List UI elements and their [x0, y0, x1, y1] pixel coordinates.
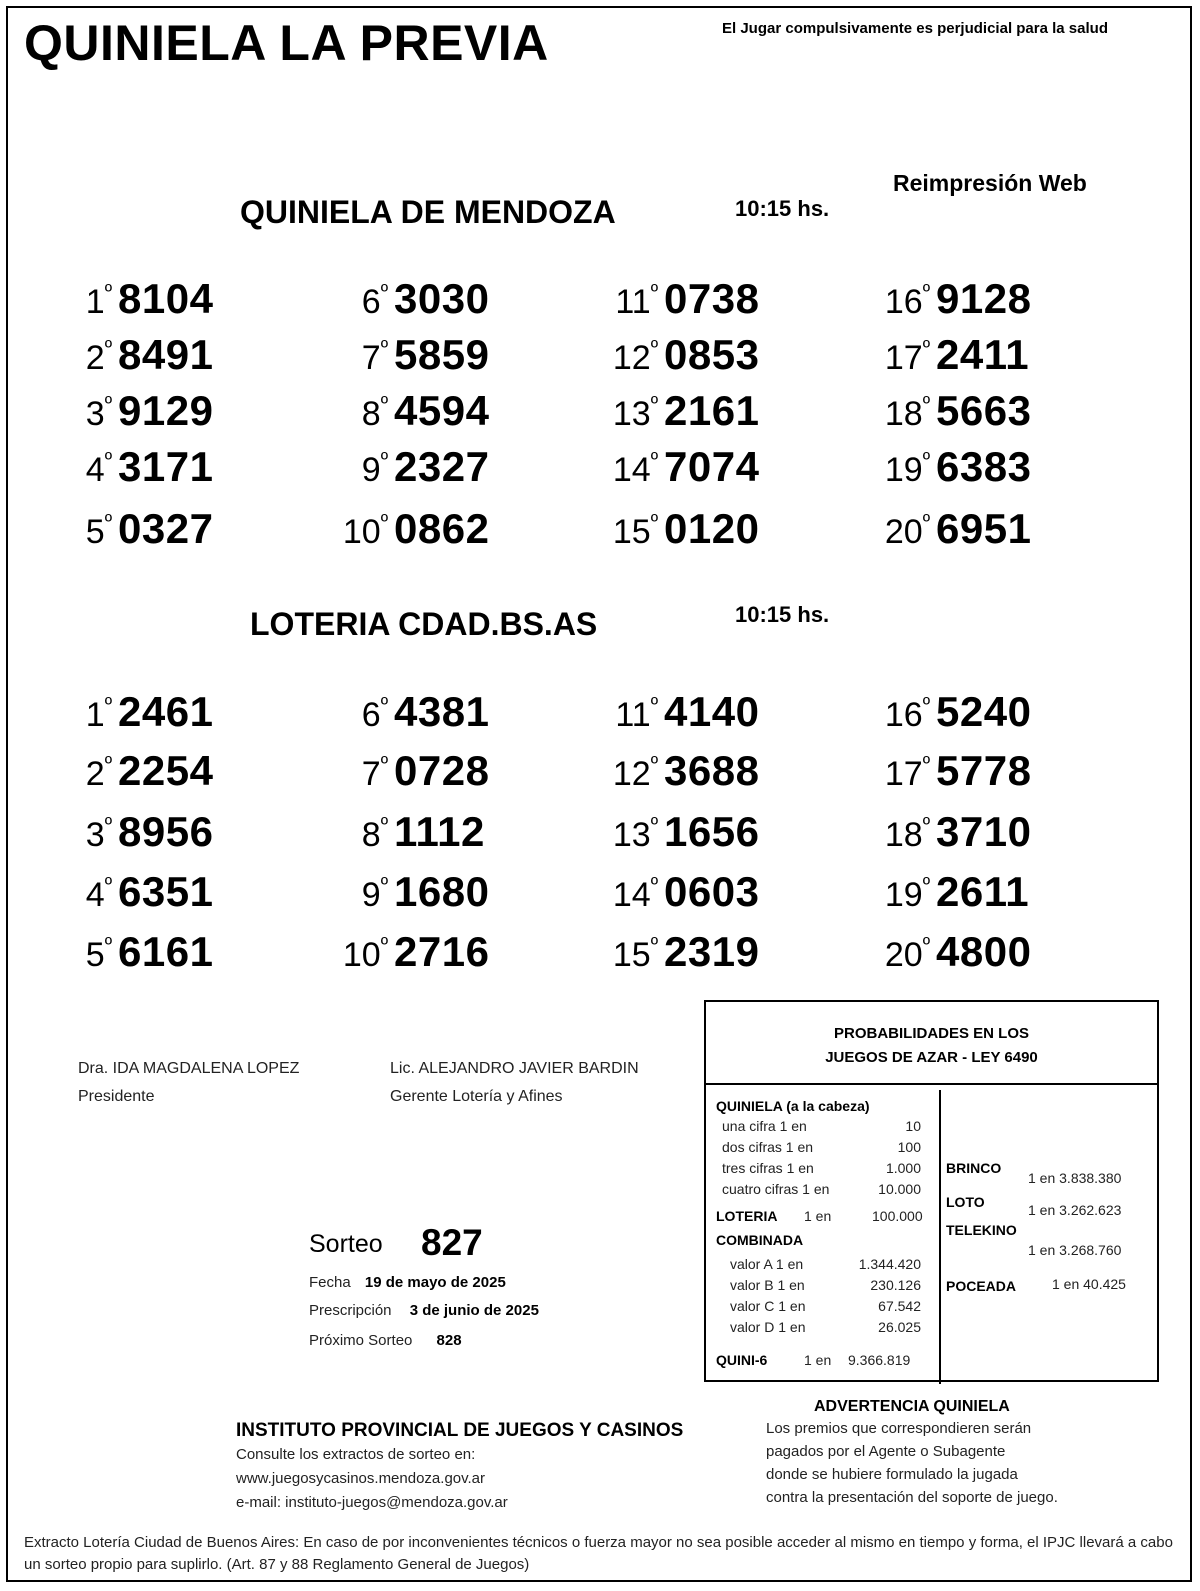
result-position: $14^º$ — [612, 449, 658, 489]
result-entry — [600, 387, 759, 435]
prob-row-value: 1.344.420 — [858, 1256, 921, 1272]
prob-row-value: 26.025 — [878, 1319, 921, 1335]
result-position: $3^º$ — [85, 393, 112, 433]
result-number: 8104 — [118, 275, 214, 322]
result-entry — [872, 275, 1031, 323]
result-position: $14^º$ — [612, 874, 658, 914]
result-position: $6^º$ — [361, 694, 388, 734]
result-number: 1112 — [394, 808, 485, 855]
reprint-label: Reimpresión Web — [893, 170, 1087, 196]
result-number: 4594 — [394, 387, 490, 434]
prob-row-label: valor C 1 en — [730, 1298, 806, 1314]
result-number: 1656 — [664, 808, 760, 855]
prob-row-label: dos cifras 1 en — [722, 1139, 814, 1155]
result-entry — [872, 747, 1031, 795]
result-number: 4800 — [936, 928, 1032, 975]
result-position: $5^º$ — [85, 934, 112, 974]
result-entry — [330, 688, 489, 736]
result-entry — [62, 688, 213, 736]
result-number: 0728 — [394, 747, 490, 794]
result-position: $8^º$ — [361, 814, 388, 854]
signatory-right-name: Lic. ALEJANDRO JAVIER BARDIN — [390, 1060, 639, 1077]
result-position: $7^º$ — [361, 753, 388, 793]
result-entry — [62, 868, 213, 916]
result-position: $12^º$ — [612, 337, 658, 377]
result-entry — [330, 868, 489, 916]
draw-number: 827 — [421, 1222, 483, 1263]
result-position: $17^º$ — [884, 753, 930, 793]
result-number: 5778 — [936, 747, 1032, 794]
result-position: $5^º$ — [85, 511, 112, 551]
result-entry — [62, 747, 213, 795]
result-entry — [330, 747, 489, 795]
result-position: $1^º$ — [85, 694, 112, 734]
next-draw-value: 828 — [436, 1332, 462, 1349]
advertencia-line: pagados por el Agente o Subagente — [766, 1443, 1006, 1460]
result-entry — [62, 928, 213, 976]
result-number: 4381 — [394, 688, 490, 735]
result-entry — [600, 747, 759, 795]
result-entry — [872, 928, 1031, 976]
result-number: 0120 — [664, 505, 760, 552]
ba-section-title: LOTERIA CDAD.BS.AS — [250, 606, 598, 642]
result-number: 5240 — [936, 688, 1032, 735]
health-warning: El Jugar compulsivamente es perjudicial para la salud — [722, 20, 1108, 37]
result-number: 6161 — [118, 928, 214, 975]
result-number: 3710 — [936, 808, 1032, 855]
result-entry — [600, 928, 759, 976]
result-position: $19^º$ — [884, 449, 930, 489]
brinco-prob-label: BRINCO — [946, 1160, 1002, 1176]
result-number: 9128 — [936, 275, 1032, 322]
result-entry — [872, 387, 1031, 435]
result-number: 0738 — [664, 275, 760, 322]
draw-date-label: Fecha — [309, 1274, 351, 1291]
result-entry — [330, 331, 489, 379]
draw-date-value: 19 de mayo de 2025 — [364, 1274, 506, 1291]
result-number: 4140 — [664, 688, 760, 735]
next-draw-label: Próximo Sorteo — [309, 1332, 413, 1349]
result-position: $2^º$ — [85, 337, 112, 377]
result-entry — [600, 868, 759, 916]
result-entry — [872, 808, 1031, 856]
result-number: 3171 — [118, 443, 214, 490]
result-number: 0853 — [664, 331, 760, 378]
result-position: $20^º$ — [884, 511, 930, 551]
institute-website: www.juegosycasinos.mendoza.gov.ar — [236, 1470, 486, 1487]
result-position: $18^º$ — [884, 393, 930, 433]
result-entry — [872, 331, 1029, 379]
prob-row-label: una cifra 1 en — [722, 1118, 807, 1134]
advertencia-line: donde se hubiere formulado la jugada — [766, 1466, 1018, 1483]
result-position: $11^º$ — [615, 694, 658, 734]
result-position: $15^º$ — [612, 511, 658, 551]
poceada-prob-value: 1 en 40.425 — [1052, 1276, 1126, 1292]
result-position: $10^º$ — [342, 511, 388, 551]
result-entry — [872, 443, 1031, 491]
result-position: $17^º$ — [884, 337, 930, 377]
result-number: 8491 — [118, 331, 214, 378]
mendoza-section-title: QUINIELA DE MENDOZA — [240, 194, 616, 230]
result-entry — [62, 331, 213, 379]
result-position: $6^º$ — [361, 281, 388, 321]
result-number: 5663 — [936, 387, 1032, 434]
result-entry — [330, 928, 489, 976]
prob-row-label: cuatro cifras 1 en — [722, 1181, 830, 1197]
telekino-prob-value: 1 en 3.268.760 — [1028, 1242, 1122, 1258]
result-number: 2611 — [936, 868, 1030, 915]
result-number: 0862 — [394, 505, 490, 552]
result-entry — [62, 808, 213, 856]
institute-email: e-mail: instituto-juegos@mendoza.gov.ar — [236, 1494, 508, 1511]
result-entry — [600, 808, 759, 856]
result-position: $15^º$ — [612, 934, 658, 974]
advertencia-line: contra la presentación del soporte de juego. — [766, 1489, 1058, 1506]
prob-row-label: tres cifras 1 en — [722, 1160, 814, 1176]
result-number: 3030 — [394, 275, 490, 322]
result-number: 2716 — [394, 928, 490, 975]
probabilities-title-line2: JUEGOS DE AZAR - LEY 6490 — [825, 1049, 1038, 1066]
prob-row-value: 67.542 — [878, 1298, 921, 1314]
prob-row-label: valor B 1 en — [730, 1277, 805, 1293]
combinada-prob-title: COMBINADA — [716, 1232, 804, 1248]
result-entry — [330, 387, 489, 435]
signatory-right-role: Gerente Lotería y Afines — [390, 1088, 563, 1105]
quini6-prob-value: 9.366.819 — [848, 1352, 911, 1368]
result-number: 6351 — [118, 868, 214, 915]
prob-row-value: 10 — [905, 1118, 921, 1134]
ba-draw-time: 10:15 hs. — [735, 602, 830, 627]
result-number: 2327 — [394, 443, 490, 490]
quiniela-prob-title: QUINIELA (a la cabeza) — [716, 1098, 870, 1114]
result-position: $16^º$ — [884, 694, 930, 734]
result-entry — [600, 443, 759, 491]
probabilities-box — [704, 1000, 1159, 1382]
result-entry — [600, 688, 759, 736]
result-number: 6951 — [936, 505, 1032, 552]
result-position: $7^º$ — [361, 337, 388, 377]
signatory-left-name: Dra. IDA MAGDALENA LOPEZ — [78, 1060, 300, 1077]
result-number: 2161 — [664, 387, 760, 434]
result-entry — [62, 387, 213, 435]
telekino-prob-label: TELEKINO — [946, 1222, 1017, 1238]
probabilities-title — [706, 1002, 1157, 1085]
poceada-prob-label: POCEADA — [946, 1278, 1017, 1294]
result-position: $9^º$ — [361, 874, 388, 914]
result-position: $9^º$ — [361, 449, 388, 489]
signatory-left-role: Presidente — [78, 1088, 155, 1105]
advertencia-title: ADVERTENCIA QUINIELA — [814, 1398, 1010, 1415]
result-entry — [330, 505, 489, 553]
result-entry — [600, 505, 759, 553]
result-number: 7074 — [664, 443, 760, 490]
probabilities-title-line1: PROBABILIDADES EN LOS — [833, 1025, 1029, 1042]
mendoza-draw-time: 10:15 hs. — [735, 196, 830, 221]
prob-row-value: 230.126 — [870, 1277, 921, 1293]
result-entry — [872, 505, 1031, 553]
result-position: $19^º$ — [884, 874, 930, 914]
result-number: 2461 — [118, 688, 214, 735]
result-number: 3688 — [664, 747, 760, 794]
prescription-label: Prescripción — [309, 1302, 392, 1319]
result-position: $8^º$ — [361, 393, 388, 433]
prob-row-value: 1.000 — [885, 1160, 921, 1176]
result-entry — [330, 275, 489, 323]
result-number: 0603 — [664, 868, 760, 915]
result-position: $2^º$ — [85, 753, 112, 793]
result-position: $1^º$ — [85, 281, 112, 321]
next-draw-row — [309, 1332, 462, 1349]
prob-row-label: valor A 1 en — [730, 1256, 804, 1272]
result-number: 6383 — [936, 443, 1032, 490]
draw-date-row — [309, 1274, 506, 1291]
result-position: $16^º$ — [884, 281, 930, 321]
loteria-prob-value: 100.000 — [872, 1208, 923, 1224]
loteria-prob-label: LOTERIA — [716, 1208, 778, 1224]
result-position: $10^º$ — [342, 934, 388, 974]
quini6-prob-label: QUINI-6 — [716, 1352, 768, 1368]
quini6-prob-mid: 1 en — [804, 1352, 832, 1368]
result-number: 2319 — [664, 928, 760, 975]
result-number: 1680 — [394, 868, 490, 915]
result-entry — [872, 868, 1029, 916]
result-position: $11^º$ — [615, 281, 658, 321]
result-number: 2254 — [118, 747, 214, 794]
footer-note: Extracto Lotería Ciudad de Buenos Aires: En caso de por inconvenientes técnicos o fuerza mayor no sea posible acceder al mismo en tiempo y forma, el IPJC llevará a cabo un sorteo propio para suplirlo. (Art. 87 y 88 Reglamento General de Juegos) — [24, 1534, 1173, 1573]
prob-row-value: 10.000 — [878, 1181, 921, 1197]
result-entry — [62, 505, 213, 553]
result-position: $18^º$ — [884, 814, 930, 854]
result-position: $4^º$ — [85, 874, 112, 914]
prescription-value: 3 de junio de 2025 — [409, 1302, 539, 1319]
result-position: $12^º$ — [612, 753, 658, 793]
result-number: 0327 — [118, 505, 214, 552]
result-entry — [330, 443, 489, 491]
result-number: 8956 — [118, 808, 214, 855]
result-entry — [62, 443, 213, 491]
institute-line1: Consulte los extractos de sorteo en: — [236, 1446, 476, 1463]
result-position: $13^º$ — [612, 814, 658, 854]
result-number: 2411 — [936, 331, 1030, 378]
result-position: $13^º$ — [612, 393, 658, 433]
prescription-row — [309, 1302, 539, 1319]
loto-prob-value: 1 en 3.262.623 — [1028, 1202, 1122, 1218]
brinco-prob-value: 1 en 3.838.380 — [1028, 1170, 1122, 1186]
institute-title: INSTITUTO PROVINCIAL DE JUEGOS Y CASINOS — [236, 1420, 684, 1441]
page-title: QUINIELA LA PREVIA — [24, 15, 549, 71]
result-position: $3^º$ — [85, 814, 112, 854]
result-entry — [600, 331, 759, 379]
prob-row-value: 100 — [897, 1139, 921, 1155]
result-number: 9129 — [118, 387, 214, 434]
result-entry — [330, 808, 485, 856]
result-position: $20^º$ — [884, 934, 930, 974]
prob-row-label: valor D 1 en — [730, 1319, 806, 1335]
result-position: $4^º$ — [85, 449, 112, 489]
loteria-prob-mid: 1 en — [804, 1208, 832, 1224]
result-entry — [600, 275, 759, 323]
draw-label: Sorteo — [309, 1230, 383, 1258]
probabilities-divider — [939, 1090, 941, 1384]
result-entry — [62, 275, 213, 323]
result-number: 5859 — [394, 331, 490, 378]
advertencia-line: Los premios que correspondieren serán — [766, 1420, 1032, 1437]
result-entry — [872, 688, 1031, 736]
loto-prob-label: LOTO — [946, 1194, 985, 1210]
